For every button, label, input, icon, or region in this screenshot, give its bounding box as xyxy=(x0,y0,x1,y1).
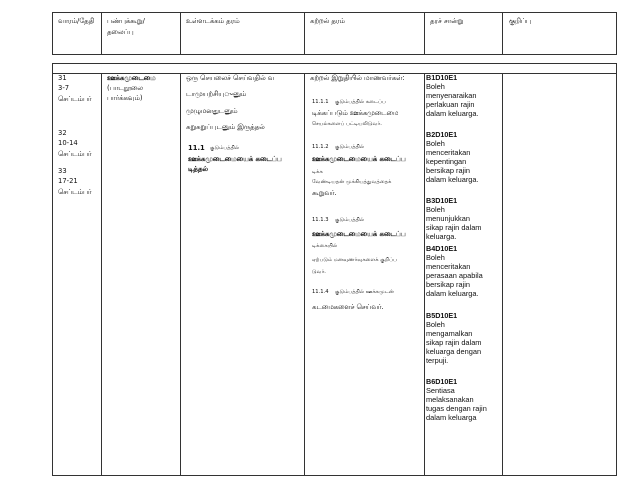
header-notes: குறிப்பு xyxy=(509,17,531,25)
header-table xyxy=(52,12,617,55)
week-month: செப்டம்பர் xyxy=(58,95,92,103)
content-text: டித்தல் xyxy=(188,165,208,173)
week-month: செப்டம்பர் xyxy=(58,150,92,158)
theme-note: (பாடநூலை xyxy=(107,84,143,92)
learning-line: டிக்க xyxy=(312,169,323,175)
week-number: 33 xyxy=(58,167,67,175)
learning-code: 11.1.4 xyxy=(312,289,329,295)
learning-line: ஊக்கமுடைமையைக் கடைப்ப xyxy=(312,155,406,163)
learning-code: 11.1.3 xyxy=(312,217,329,223)
learning-code: 11.1.2 xyxy=(312,144,329,150)
header-content-standard: உள்ளடக்கம் தரம் xyxy=(186,17,240,25)
spacer-row xyxy=(52,63,617,73)
performance-text: Sentiasa melaksanakan tugas dengan rajin dalam keluarga xyxy=(426,386,487,422)
header-week-date: வாரம்/தேதி xyxy=(58,17,95,25)
performance-text: Boleh mengamalkan sikap rajin dalam keluarga dengan terpuji. xyxy=(426,320,482,365)
learning-line: ஊக்கமுடைமையைக் கடைப்ப xyxy=(312,230,406,238)
content-code: 11.1 xyxy=(188,144,205,152)
learning-line: வேண்டியதன் முக்கியத்துவத்தைக் xyxy=(312,179,392,185)
header-performance: தரச் சான்று xyxy=(430,17,464,25)
content-text: முழுமனதுடனும் xyxy=(186,107,238,115)
content-code-text: குடும்பத்தில் xyxy=(210,145,240,151)
week-number: 31 xyxy=(58,74,67,82)
learning-line: செயல்களைப் பட்டியலிடுவர். xyxy=(312,121,382,127)
learning-code: 11.1.1 xyxy=(312,99,329,105)
content-text: சுறுசுறுப்புடனும் இருத்தல் xyxy=(186,123,265,131)
content-text: டாமுயற்சியு◌ுனும் xyxy=(186,90,247,98)
performance-text: Boleh menceritakan kepentingan bersikap rajin dalam keluarga. xyxy=(426,139,479,184)
body-table xyxy=(52,73,617,476)
learning-line: ஏற்படும் மனவுணர்வுகளைக் குறிப்ப xyxy=(312,257,397,263)
learning-line: டிக்கையில் xyxy=(312,243,338,249)
performance-code: B2D10E1 xyxy=(426,130,458,139)
performance-code: B3D10E1 xyxy=(426,196,458,205)
performance-code: B1D10E1 xyxy=(426,73,458,82)
performance-text: Boleh menyenaraikan perlakuan rajin dalam keluarga. xyxy=(426,82,479,118)
learning-line: குடும்பத்தில் ஊக்கமுடன் xyxy=(335,289,394,295)
learning-line: குடும்பத்தில் xyxy=(335,144,365,150)
learning-line: குடும்பத்தில் கடைப்ப xyxy=(335,99,386,105)
week-dates: 3-7 xyxy=(58,84,70,92)
theme-note: பார்க்கவும்) xyxy=(107,94,143,102)
performance-text: Boleh menunjukkan sikap rajin dalam keluarga. xyxy=(426,205,482,241)
learning-intro: கற்றல் இறுதியில் மாணவர்கள்: xyxy=(310,74,405,82)
week-month: செப்டம்பர் xyxy=(58,188,92,196)
content-text: ஊக்கமுடைமையைக் கடைப்ப xyxy=(188,155,282,163)
week-dates: 10-14 xyxy=(58,139,78,147)
performance-text: Boleh menceritakan perasaan apabila bersikap rajin dalam keluarga. xyxy=(426,253,483,298)
learning-line: டுவர். xyxy=(312,269,326,275)
week-dates: 17-21 xyxy=(58,177,78,185)
learning-line: டிக்கப்படும் ஊக்கமுடைமை xyxy=(312,109,399,117)
header-learning-standard: கற்றல் தரம் xyxy=(310,17,345,25)
header-theme-title: பண்புக்கூறு/ தலைப்பு xyxy=(107,17,145,36)
performance-code: B6D10E1 xyxy=(426,377,458,386)
week-number: 32 xyxy=(58,129,67,137)
learning-line: கடமைகளைச் செய்வர். xyxy=(312,303,384,311)
performance-code: B4D10E1 xyxy=(426,244,458,253)
theme-title: ஊக்கமுடைமை xyxy=(107,74,156,82)
learning-line: குடும்பத்தில் xyxy=(335,217,365,223)
learning-line: கூறுவர். xyxy=(312,189,337,197)
content-text: ஒரு செயலைச் செய்வதில் வ xyxy=(186,74,275,82)
performance-code: B5D10E1 xyxy=(426,311,458,320)
